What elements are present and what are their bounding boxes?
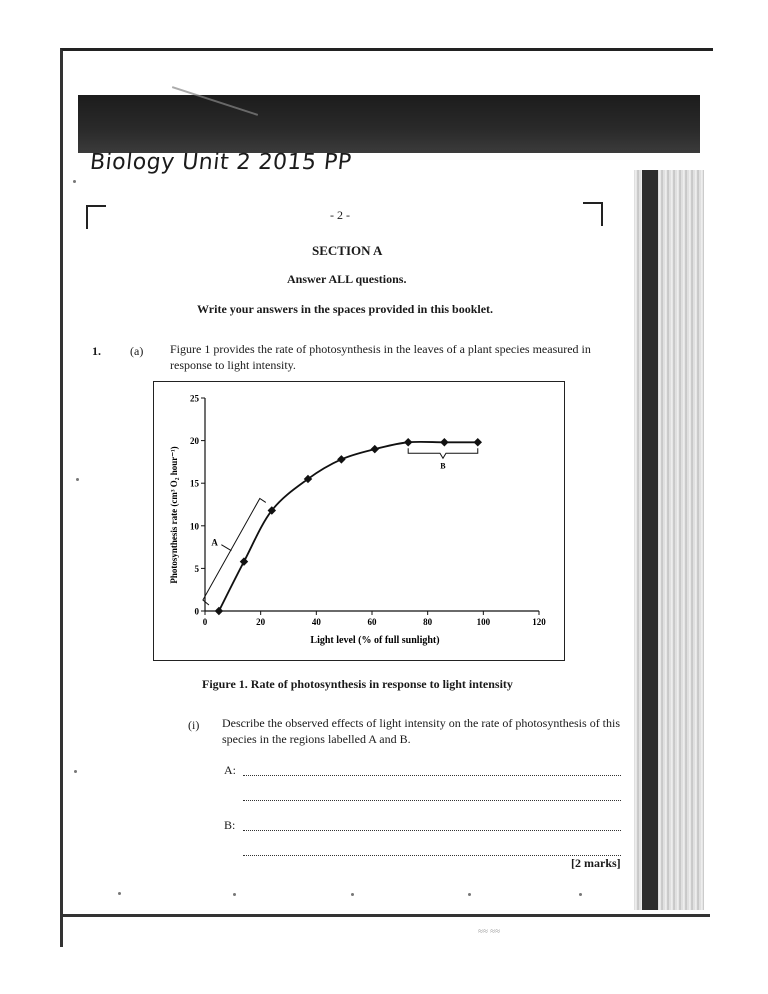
photosynthesis-chart	[153, 381, 563, 659]
scan-dark-edge	[642, 170, 658, 910]
corner-mark-right	[583, 202, 603, 226]
section-title: SECTION A	[312, 243, 383, 258]
data-point	[337, 455, 345, 463]
data-point	[474, 438, 482, 446]
answer-line-b-2[interactable]	[243, 855, 621, 856]
series-line	[219, 442, 478, 611]
page-number: - 2 -	[330, 208, 350, 222]
y-tick-label: 25	[190, 393, 199, 404]
scan-speck	[468, 893, 471, 896]
scan-speck	[74, 770, 77, 773]
question-number: 1.	[92, 344, 101, 358]
data-point	[371, 445, 379, 453]
x-tick-label: 40	[311, 617, 321, 627]
instruction-write-answers: Write your answers in the spaces provided in this booklet.	[197, 302, 494, 316]
answer-line-a-2[interactable]	[243, 800, 621, 801]
data-point	[215, 607, 223, 615]
answer-label-b: B:	[224, 818, 236, 832]
figure-caption: Figure 1. Rate of photosynthesis in response to light intensity	[202, 677, 513, 691]
x-tick-label: 20	[256, 617, 266, 627]
marks-allocation: [2 marks]	[571, 856, 621, 870]
y-axis-label: Photosynthesis rate (cm³ O₂ hour⁻¹)	[169, 446, 179, 584]
question-text: Figure 1 provides the rate of photosynthesis in the leaves of a plant species measured in response to light intensity.	[170, 342, 591, 372]
y-tick-label: 15	[190, 478, 199, 489]
bracket-a	[203, 498, 266, 605]
x-tick-label: 100	[476, 617, 491, 627]
chart-axes	[190, 394, 546, 628]
brace-b	[408, 448, 478, 458]
x-axis-label: Light level (% of full sunlight)	[310, 635, 440, 646]
answer-label-a: A:	[224, 763, 236, 777]
x-tick-label: 0	[202, 617, 208, 627]
handwritten-title: Biology Unit 2 2015 PP	[88, 150, 353, 175]
data-point	[404, 438, 412, 446]
scan-speck	[73, 180, 76, 183]
y-tick-label: 5	[194, 563, 199, 574]
annotation-b-label: B	[440, 461, 446, 471]
instruction-answer-all: Answer ALL questions.	[287, 272, 407, 286]
annotation-a-label: A	[211, 537, 218, 548]
x-tick-label: 120	[532, 617, 546, 627]
y-tick-label: 10	[190, 521, 199, 532]
x-tick-label: 60	[367, 617, 377, 627]
bracket-a-pointer	[221, 545, 231, 551]
question-part: (a)	[130, 344, 144, 358]
scan-speck	[233, 893, 236, 896]
scan-speck	[351, 893, 354, 896]
answer-line-b-1[interactable]	[243, 830, 621, 831]
y-tick-label: 20	[190, 436, 199, 447]
x-tick-label: 80	[423, 617, 433, 627]
scan-speck	[76, 478, 79, 481]
data-point	[240, 557, 248, 565]
scan-dark-band	[78, 95, 700, 153]
y-tick-label: 0	[194, 606, 199, 617]
scan-speck	[579, 893, 582, 896]
answer-line-a-1[interactable]	[243, 775, 621, 776]
data-point	[440, 438, 448, 446]
subquestion-number: (i)	[188, 718, 200, 732]
chart-annotations	[203, 448, 478, 605]
scan-bottom-edge	[60, 914, 710, 917]
scan-smudge: ≈≈ ≈≈	[478, 926, 501, 936]
scan-speck	[118, 892, 121, 895]
subquestion-text: Describe the observed effects of light intensity on the rate of photosynthesis of this species in the regions labelled A and B.	[222, 716, 621, 746]
corner-mark-left	[86, 205, 106, 229]
